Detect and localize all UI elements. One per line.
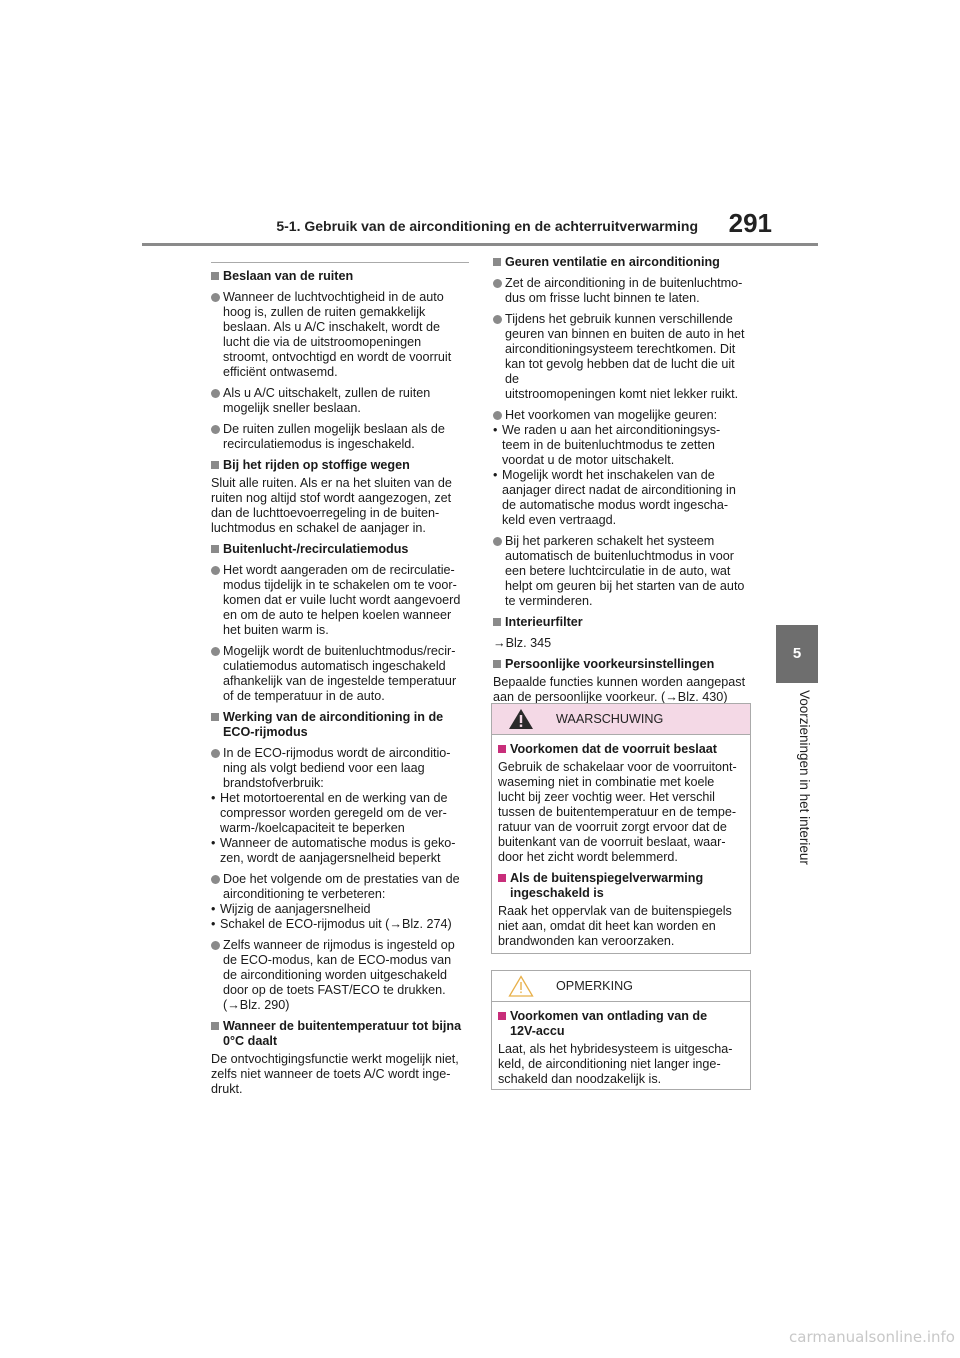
section-title: 5-1. Gebruik van de airconditioning en de achterruitverwarming — [276, 218, 698, 234]
header-rule — [142, 243, 818, 246]
note-heading: Voorkomen van ontlading van de 12V-accu — [498, 1009, 744, 1039]
bullet-item: Als u A/C uitschakelt, zullen de ruiten mogelijk sneller beslaan. — [211, 386, 469, 416]
bullet-item: In de ECO-rijmodus wordt de airconditio- ning als volgt bediend voor een laag brandstofverbruik: — [211, 746, 469, 791]
heading-fogging: Beslaan van de ruiten — [211, 269, 469, 284]
bullet-item: Wanneer de luchtvochtigheid in de auto hoog is, zullen de ruiten gemakkelijk beslaan. Als u A/C inschakelt, wordt de lucht die via de uitstroomopeningen stroomt, ontvochtigd en wordt de voorruit efficiënt ontwasemd. — [211, 290, 469, 380]
note-box — [491, 970, 751, 1090]
caution-triangle-icon — [508, 975, 534, 997]
page-number: 291 — [728, 208, 772, 238]
sub-bullet: • Wijzig de aanjagersnelheid — [211, 902, 469, 917]
chapter-label: Voorzieningen in het interieur — [797, 690, 812, 865]
page-reference: →Blz. 345 — [493, 636, 552, 650]
heading-dusty-roads: Bij het rijden op stoffige wegen — [211, 458, 469, 473]
sub-bullet: • We raden u aan het airconditioningsys- teem in de buitenluchtmodus te zetten voordat u de motor uitschakelt. — [493, 423, 751, 468]
heading-recirculation: Buitenlucht-/recirculatiemodus — [211, 542, 469, 557]
bullet-item: Bij het parkeren schakelt het systeem automatisch de buitenluchtmodus in voor een betere luchtcirculatie in de auto, wat helpt om geuren bij het starten van de auto te verminderen. — [493, 534, 751, 609]
warning-header — [492, 704, 750, 735]
left-column-rule — [211, 262, 469, 263]
paragraph: De ontvochtigingsfunctie werkt mogelijk niet, zelfs niet wanneer de toets A/C wordt inge- drukt. — [211, 1052, 459, 1096]
watermark: carmanualsonline.info — [789, 1328, 955, 1346]
bullet-item: Tijdens het gebruik kunnen verschillende geuren van binnen en buiten de auto in het airconditioningsysteem terechtkomen. Dit kan tot gevolg hebben dat de lucht die uit de uitstroomopeningen komt niet lekker ruikt. — [493, 312, 751, 402]
heading-odors: Geuren ventilatie en airconditioning — [493, 255, 751, 270]
right-column — [493, 255, 751, 705]
heading-cabin-filter: Interieurfilter — [493, 615, 751, 630]
heading-zero-degrees: Wanneer de buitentemperatuur tot bijna 0°C daalt — [211, 1019, 469, 1049]
sub-bullet: • Wanneer de automatische modus is geko- zen, wordt de aanjagersnelheid beperkt — [211, 836, 469, 866]
warning-triangle-icon — [508, 708, 534, 730]
bullet-item: Het wordt aangeraden om de recirculatie- modus tijdelijk in te schakelen om te voor- komen dat er vuile lucht wordt aangevoerd en om de auto te helpen koelen wanneer het buiten warm is. — [211, 563, 469, 638]
bullet-item: Mogelijk wordt de buitenluchtmodus/recir- culatiemodus automatisch ingeschakeld afhankelijk van de ingestelde temperatuur of de temperatuur in de auto. — [211, 644, 469, 704]
paragraph: Sluit alle ruiten. Als er na het sluiten van de ruiten nog altijd stof wordt aangezogen, zet dan de luchttoevoerregeling in de buiten- luchtmodus en schakel de aanjager in. — [211, 476, 452, 535]
note-title: OPMERKING — [556, 978, 633, 993]
warning-heading: Als de buitenspiegelverwarming ingeschakeld is — [498, 871, 744, 901]
heading-customization: Persoonlijke voorkeursinstellingen — [493, 657, 751, 672]
sub-bullet: • Mogelijk wordt het inschakelen van de aanjager direct nadat de airconditioning in de automatische modus wordt ingescha- keld even vertraagd. — [493, 468, 751, 528]
chapter-tab: 5 — [776, 625, 818, 683]
left-column — [211, 269, 469, 1097]
bullet-item: De ruiten zullen mogelijk beslaan als de recirculatiemodus is ingeschakeld. — [211, 422, 469, 452]
note-paragraph: Laat, als het hybridesysteem is uitgescha- keld, de airconditioning niet langer inge- schakeld dan noodzakelijk is. — [498, 1042, 733, 1086]
bullet-item: Zet de airconditioning in de buitenluchtmo- dus om frisse lucht binnen te laten. — [493, 276, 751, 306]
bullet-item: Zelfs wanneer de rijmodus is ingesteld op de ECO-modus, kan de ECO-modus van de airconditioning worden uitgeschakeld door op de toets FAST/ECO te drukken. (→Blz. 290) — [211, 938, 469, 1013]
warning-paragraph: Gebruik de schakelaar voor de voorruitont- wasеming niet in combinatie met koele lucht bij zeer vochtig weer. Het verschil tussen de buitentemperatuur en de tempe- ratuur van de voorruit zorgt ervoor dat de buitenkant van de voorruit beslaat, waar- door het zicht wordt belemmerd. — [498, 760, 737, 864]
paragraph: Bepaalde functies kunnen worden aangepast aan de persoonlijke voorkeur. (→Blz. 430) — [493, 675, 746, 704]
heading-eco-mode: Werking van de airconditioning in de ECO-rijmodus — [211, 710, 469, 740]
warning-title: WAARSCHUWING — [556, 711, 664, 726]
sub-bullet: • Schakel de ECO-rijmodus uit (→Blz. 274) — [211, 917, 469, 932]
warning-heading: Voorkomen dat de voorruit beslaat — [498, 742, 744, 757]
note-header — [492, 971, 750, 1002]
sub-bullet: • Het motortoerental en de werking van de compressor worden geregeld om de ver- warm-/koelcapaciteit te beperken — [211, 791, 469, 836]
bullet-item: Doe het volgende om de prestaties van de airconditioning te verbeteren: — [211, 872, 469, 902]
bullet-item: Het voorkomen van mogelijke geuren: — [493, 408, 751, 423]
warning-paragraph: Raak het oppervlak van de buitenspiegels niet aan, omdat dit heet kan worden en brandwonden kan veroorzaken. — [498, 904, 732, 948]
warning-box — [491, 703, 751, 954]
